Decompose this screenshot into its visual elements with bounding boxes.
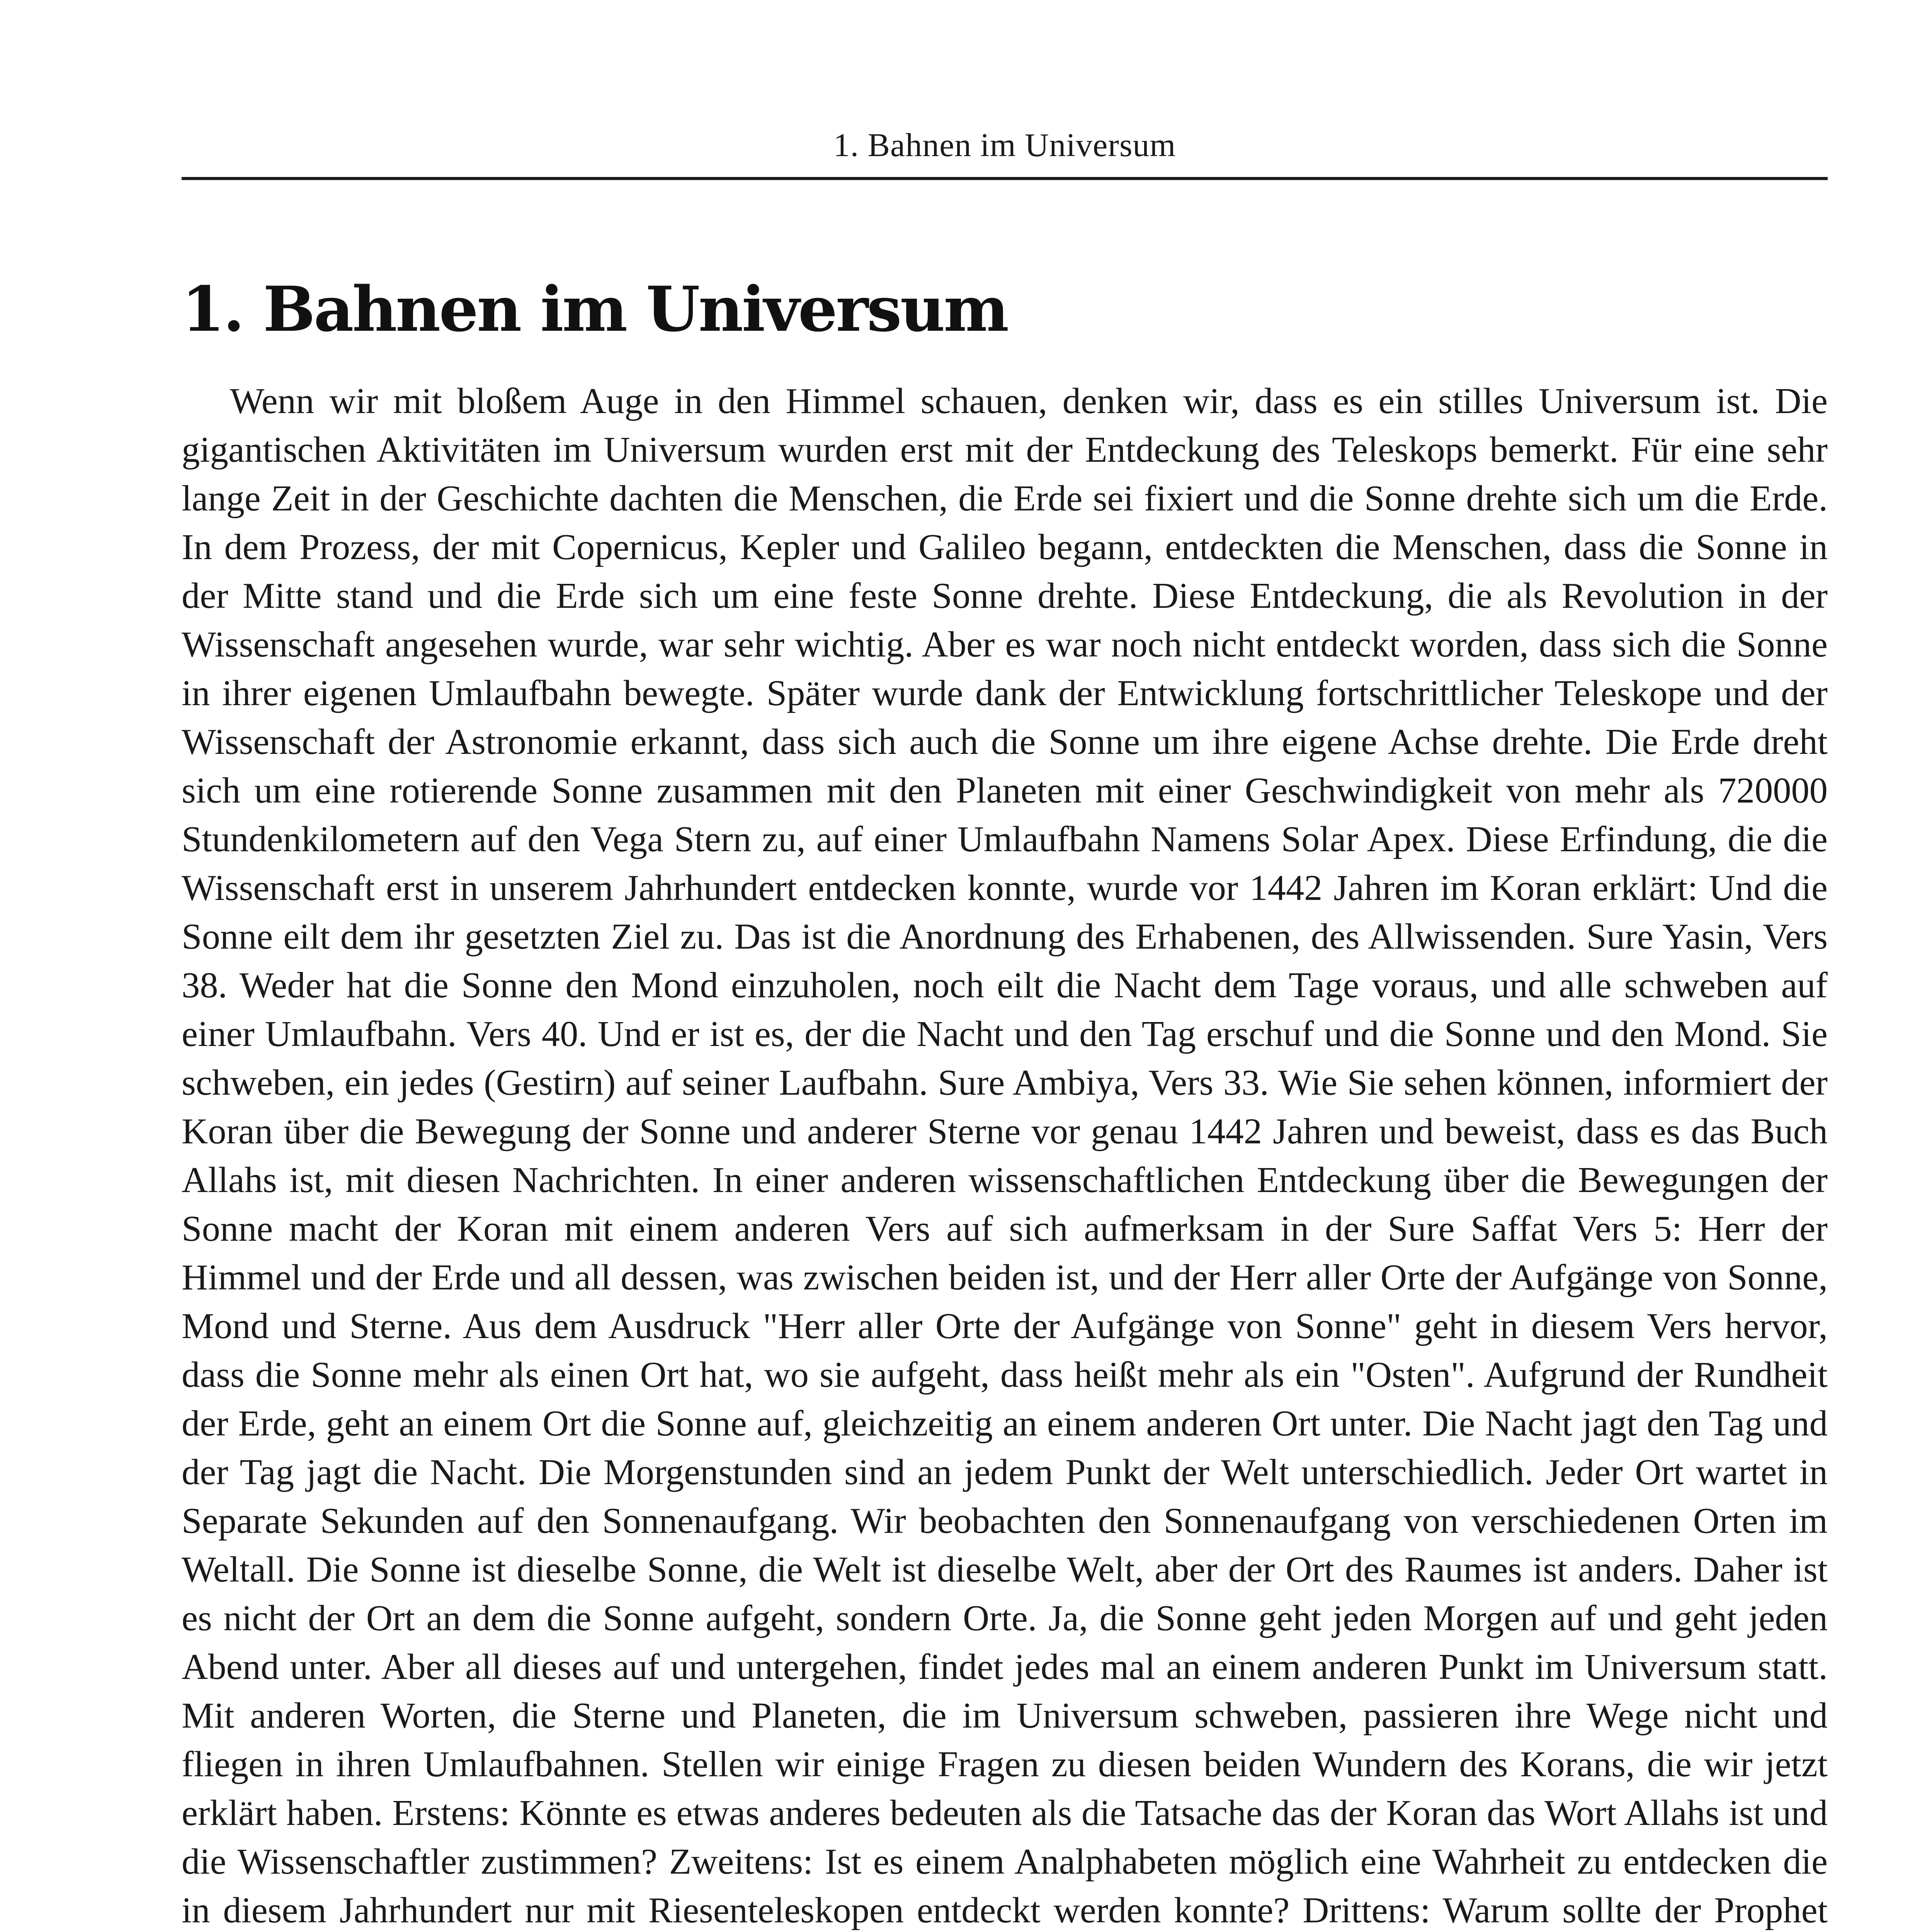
header-divider bbox=[182, 177, 1828, 180]
chapter-title: 1. Bahnen im Universum bbox=[182, 273, 1008, 345]
running-header-title: 1. Bahnen im Universum bbox=[833, 126, 1176, 163]
chapter-body-paragraph: Wenn wir mit bloßem Auge in den Himmel schauen, denken wir, dass es ein stilles Universum ist. Die gigantischen Aktivitäten im Universum wurden erst mit der Entdeckung des Teleskops bemerkt. Für eine sehr lange Zeit in der Geschichte dachten die Menschen, die Erde sei fixiert und die Sonne drehte sich um die Erde. In dem Prozess, der mit Copernicus, Kepler und Galileo begann, entdeckten die Menschen, dass die Sonne in der Mitte stand und die Erde sich um eine feste Sonne drehte. Diese Entdeckung, die als Revolution in der Wissenschaft angesehen wurde, war sehr wichtig. Aber es war noch nicht entdeckt worden, dass sich die Sonne in ihrer eigenen Umlaufbahn bewegte. Später wurde dank der Entwicklung fortschrittlicher Teleskope und der Wissenschaft der Astronomie erkannt, dass sich auch die Sonne um ihre eigene Achse drehte. Die Erde dreht sich um eine rotierende Sonne zusammen mit den Planeten mit einer Geschwindigkeit von mehr als 720000 Stundenkilometern auf den Vega Stern zu, auf einer Umlaufbahn Namens Solar Apex. Diese Erfindung, die die Wissenschaft erst in unserem Jahrhundert entdecken konnte, wurde vor 1442 Jahren im Koran erklärt: Und die Sonne eilt dem ihr gesetzten Ziel zu. Das ist die Anordnung des Erhabenen, des Allwissenden. Sure Yasin, Vers 38. Weder hat die Sonne den Mond einzuholen, noch eilt die Nacht dem Tage voraus, und alle schweben auf einer Umlaufbahn. Vers 40. Und er ist es, der die Nacht und den Tag erschuf und die Sonne und den Mond. Sie schweben, ein jedes (Gestirn) auf seiner Laufbahn. Sure Ambiya, Vers 33. Wie Sie sehen können, informiert der Koran über die Bewegung der Sonne und anderer Sterne vor genau 1442 Jahren und beweist, dass es das Buch Allahs ist, mit diesen Nachrichten. In einer anderen wissenschaftlichen Entdeckung über die Bewegungen der Sonne macht der Koran mit einem anderen Vers auf sich aufmerksam in der Sure Saffat Vers 5: Herr der Himmel und der Erde und all dessen, was zwischen beiden ist, und der Herr aller Orte der Aufgänge von Sonne, Mond und Sterne. Aus dem Ausdruck "Herr aller Orte der Aufgänge von Sonne" geht in diesem Vers hervor, dass die Sonne mehr als einen Ort hat, wo sie aufgeht, dass heißt mehr als ein "Osten". Aufgrund der Rundheit der Erde, geht an einem Ort die Sonne auf, gleichzeitig an einem anderen Ort unter. Die Nacht jagt den Tag und der Tag jagt die Nacht. Die Morgenstunden sind an jedem Punkt der Welt unterschiedlich. Jeder Ort wartet in Separate Sekunden auf den Sonnenaufgang. Wir beobachten den Sonnenaufgang von verschiedenen Orten im Weltall. Die Sonne ist dieselbe Sonne, die Welt ist dieselbe Welt, aber der Ort des Raumes ist anders. Daher ist es nicht der Ort an dem die Sonne aufgeht, sondern Orte. Ja, die Sonne geht jeden Morgen auf und geht jeden Abend unter. Aber all dieses auf und untergehen, findet jedes mal an einem anderen Punkt im Universum statt. Mit anderen Worten, die Sterne und Planeten, die im Universum schweben, passieren ihre Wege nicht und fliegen in ihren Umlaufbahnen. Stellen wir einige Fragen zu diesen beiden Wundern des Korans, die wir jetzt erklärt haben. Erstens: Könnte es etwas anderes bedeuten als die Tatsache das der Koran das Wort Allahs ist und die Wissenschaftler zustimmen? Zweitens: Ist es einem Analphabeten möglich eine Wahrheit zu entdecken die in diesem Jahrhundert nur mit Riesenteleskopen entdeckt werden konnte? Drittens: Warum sollte der Prophet bbox=[182, 381, 1828, 1930]
